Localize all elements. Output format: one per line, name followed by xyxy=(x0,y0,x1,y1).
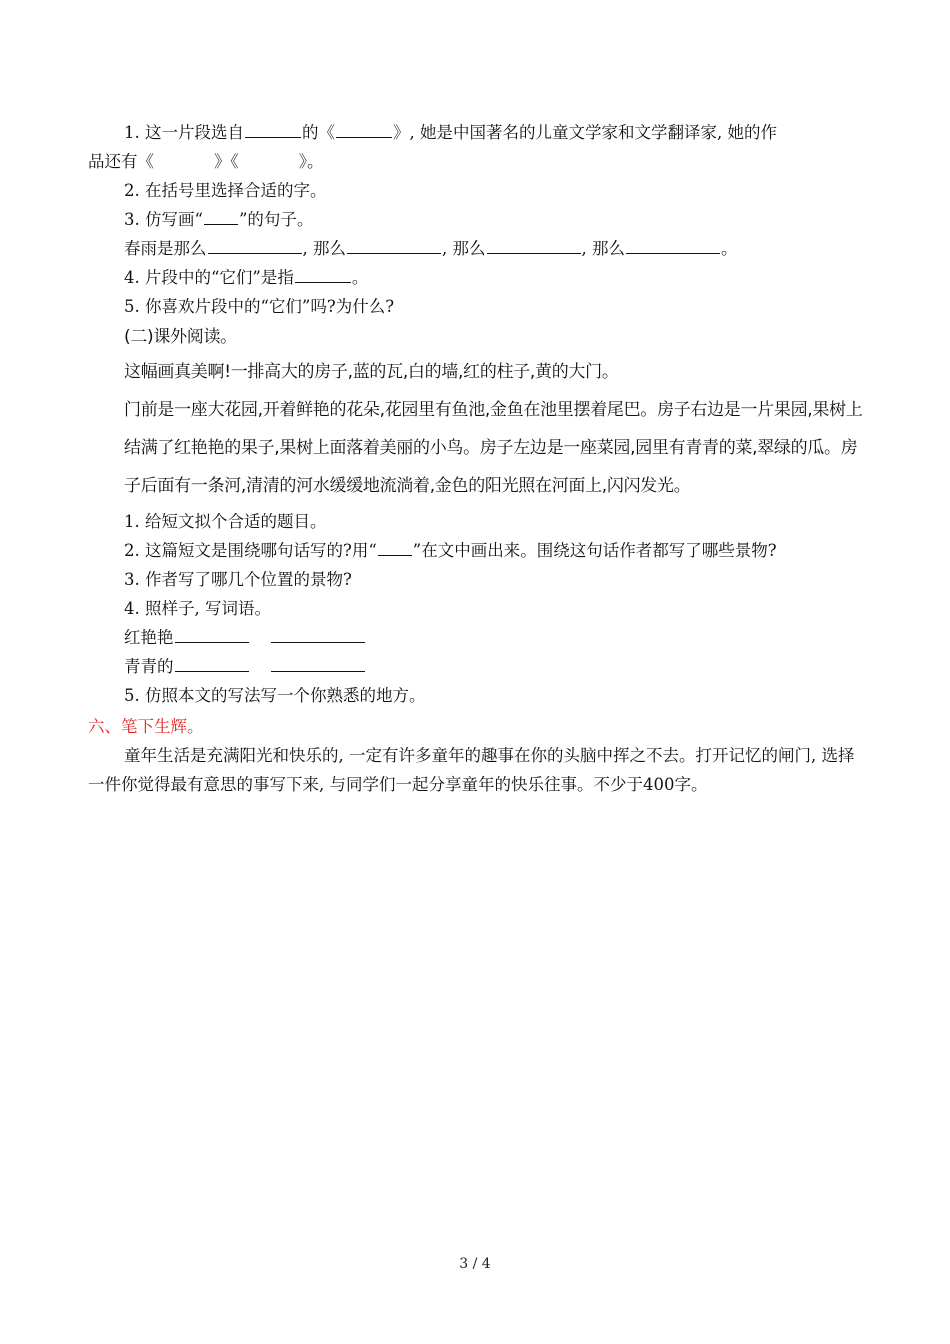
underline-sample xyxy=(378,540,412,556)
question-2: 2. 在括号里选择合适的字。 xyxy=(124,181,327,200)
q4-text-b: 。 xyxy=(351,268,369,287)
q1-text-f: 》。 xyxy=(298,152,324,171)
question-r2-3: 3. 作者写了哪几个位置的景物? xyxy=(124,570,352,589)
q3-line-b: , 那么 xyxy=(302,239,346,258)
answer-blank[interactable] xyxy=(487,238,581,254)
section-6-title: 六、笔下生辉。 xyxy=(88,717,204,736)
q1-text-b: 的《 xyxy=(302,123,335,142)
question-3-line xyxy=(88,234,864,263)
r2q2-text-a: 2. 这篇短文是围绕哪句话写的?用“ xyxy=(124,541,377,560)
q3-line-c: , 那么 xyxy=(442,239,486,258)
answer-blank[interactable] xyxy=(175,656,249,672)
q3-line-d: , 那么 xyxy=(581,239,625,258)
q3-text-a: 3. 仿写画“ xyxy=(124,210,203,229)
question-1 xyxy=(88,118,864,147)
r2q2-text-b: ”在文中画出来。围绕这句话作者都写了哪些景物? xyxy=(412,541,777,560)
answer-blank[interactable] xyxy=(336,122,392,138)
answer-blank[interactable] xyxy=(175,627,249,643)
q3-line-e: 。 xyxy=(721,239,738,258)
sample-word: 红艳艳 xyxy=(124,628,174,647)
q1-text-e: 》《 xyxy=(214,152,239,171)
q3-line-a: 春雨是那么 xyxy=(124,239,207,258)
question-r2-5: 5. 仿照本文的写法写一个你熟悉的地方。 xyxy=(124,686,426,705)
page-number: 3 / 4 xyxy=(459,1256,491,1272)
question-r2-1: 1. 给短文拟个合适的题目。 xyxy=(124,512,327,531)
worksheet-page xyxy=(88,118,864,799)
answer-blank[interactable] xyxy=(271,627,365,643)
section-heading: (二)课外阅读。 xyxy=(124,327,237,347)
answer-blank[interactable] xyxy=(295,267,351,283)
question-r2-2 xyxy=(88,536,864,565)
q1-text-a: 1. 这一片段选自 xyxy=(124,123,244,142)
question-4 xyxy=(88,263,864,292)
sample-word: 青青的 xyxy=(124,657,174,676)
q3-text-b: ”的句子。 xyxy=(238,210,314,229)
passage-paragraph-2: 门前是一座大花园,开着鲜艳的花朵,花园里有鱼池,金鱼在池里摆着尾巴。房子右边是一片果园,果树上结满了红艳艳的果子,果树上面落着美丽的小鸟。房子左边是一座菜园,园里有青青的菜,翠绿的瓜。房子后面有一条河,清清的河水缓缓地流淌着,金色的阳光照在河面上,闪闪发光。 xyxy=(124,400,863,496)
q4-text-a: 4. 片段中的“它们”是指 xyxy=(124,268,294,287)
answer-blank[interactable] xyxy=(208,238,302,254)
passage-paragraph-1: 这幅画真美啊!一排高大的房子,蓝的瓦,白的墙,红的柱子,黄的大门。 xyxy=(124,362,619,382)
writing-prompt: 童年生活是充满阳光和快乐的, 一定有许多童年的趣事在你的头脑中挥之不去。打开记忆的闸门, 选择一件你觉得最有意思的事写下来, 与同学们一起分享童年的快乐往事。不少于400字。 xyxy=(88,746,855,794)
q1-text-c: 》, 她是中国著名的儿童文学家和文学翻译家, 她的作 xyxy=(393,123,777,142)
word-row-1 xyxy=(88,623,864,652)
question-3 xyxy=(88,205,864,234)
question-r2-4: 4. 照样子, 写词语。 xyxy=(124,599,271,618)
answer-blank[interactable] xyxy=(626,238,720,254)
question-5: 5. 你喜欢片段中的“它们”吗?为什么? xyxy=(124,297,395,316)
answer-blank[interactable] xyxy=(271,656,365,672)
answer-blank[interactable] xyxy=(245,122,301,138)
q1-text-d: 品还有《 xyxy=(88,152,154,171)
question-1-cont xyxy=(88,147,864,176)
underline-sample xyxy=(204,209,238,225)
word-row-2 xyxy=(88,652,864,681)
answer-blank[interactable] xyxy=(347,238,441,254)
